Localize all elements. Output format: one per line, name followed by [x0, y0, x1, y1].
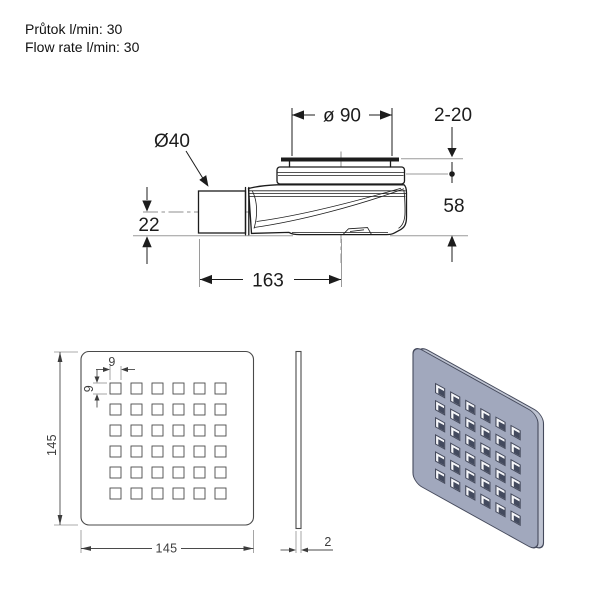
- dim-length: [200, 271, 341, 292]
- grate-side-view: [281, 352, 334, 554]
- flow-rate-header: [25, 21, 139, 56]
- dim-label-hole-height: 9: [82, 384, 96, 393]
- dim-label-thickness: 2: [324, 535, 332, 549]
- grate-3d-view: [413, 342, 544, 555]
- dim-label-flange-diameter: ø 90: [322, 105, 362, 127]
- dim-outlet-axis-height: [138, 187, 159, 264]
- dim-plate-height: [45, 352, 78, 525]
- dim-height-adjust: [434, 105, 472, 183]
- dim-label-outlet-axis-height: 22: [138, 215, 160, 236]
- dim-plate-width: [81, 530, 254, 556]
- dim-label-inlet-diameter: Ø40: [154, 131, 190, 152]
- dim-label-plate-width: 145: [155, 541, 178, 556]
- dim-label-body-height: 58: [443, 196, 465, 217]
- trap-side-view: [133, 105, 472, 292]
- flow-rate-cs: Průtok l/min: 30: [25, 21, 123, 37]
- grate-front-view: [45, 352, 254, 556]
- dim-label-hole-width: 9: [108, 355, 116, 369]
- flow-rate-en: Flow rate l/min: 30: [25, 38, 140, 55]
- dim-body-height: [443, 196, 464, 262]
- dim-label-plate-height: 145: [45, 433, 59, 457]
- dim-inlet-diameter: [154, 131, 208, 187]
- grate-plate-edge: [296, 352, 301, 529]
- dim-thickness: [281, 531, 334, 553]
- trap-body: [199, 158, 407, 235]
- flange-bar: [281, 158, 399, 162]
- grate-plate-outline: [81, 352, 254, 526]
- dim-label-length: 163: [252, 270, 284, 292]
- dim-flange-diameter: [292, 106, 392, 157]
- dim-label-height-adjust: 2-20: [433, 105, 473, 126]
- inlet-pipe: [199, 191, 246, 233]
